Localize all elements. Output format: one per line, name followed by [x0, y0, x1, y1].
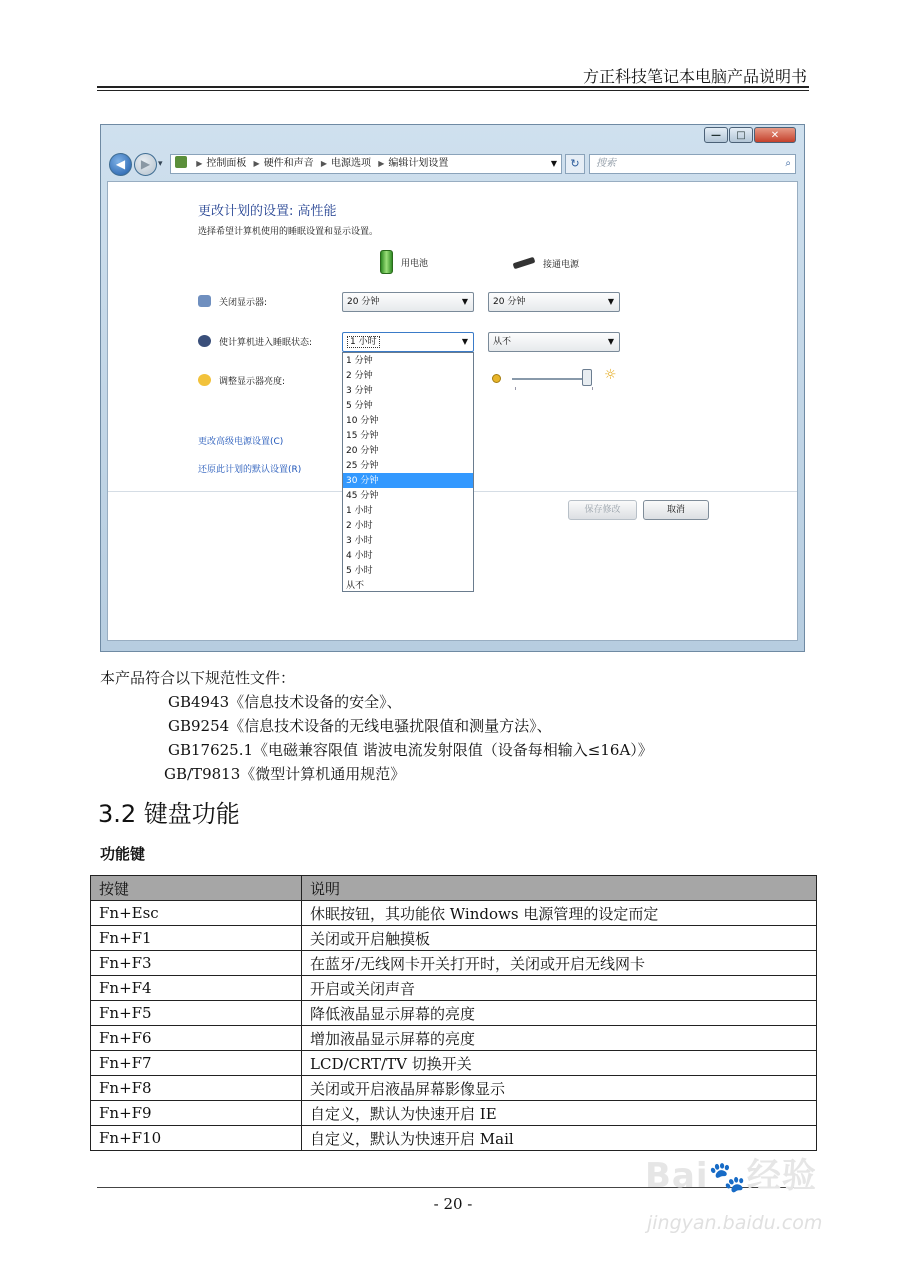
- moon-icon: [198, 335, 211, 347]
- slider-track[interactable]: [512, 378, 590, 380]
- chevron-down-icon: ▼: [461, 337, 468, 346]
- table-row: [91, 901, 817, 926]
- display-off-plugged-select[interactable]: 20 分钟 ▼: [488, 292, 620, 312]
- address-dropdown-icon[interactable]: ▼: [550, 159, 557, 168]
- sleep-plugged-select[interactable]: 从不 ▼: [488, 332, 620, 352]
- breadcrumb-power-options[interactable]: 电源选项: [331, 158, 372, 169]
- control-panel-icon: [175, 156, 187, 168]
- header-rule: [97, 86, 809, 88]
- navigation-bar: [107, 153, 798, 177]
- dropdown-option[interactable]: 2 分钟: [346, 371, 373, 381]
- search-input[interactable]: 搜索 ⌕: [589, 154, 796, 174]
- compliance-intro: 本产品符合以下规范性文件：: [100, 669, 296, 687]
- display-off-battery-select[interactable]: 20 分钟 ▼: [342, 292, 474, 312]
- table-row: [91, 926, 817, 951]
- power-plan-panel: [107, 181, 798, 641]
- cancel-button[interactable]: 取消: [643, 500, 709, 520]
- plan-subheading: 选择希望计算机使用的睡眠设置和显示设置。: [198, 227, 379, 237]
- breadcrumb-control-panel[interactable]: 控制面板: [206, 158, 247, 169]
- description-cell: 降低液晶显示屏幕的亮度: [302, 1001, 817, 1026]
- page-header: [97, 62, 809, 90]
- dropdown-option[interactable]: 15 分钟: [346, 431, 379, 441]
- description-cell: 自定义，默认为快速开启 IE: [302, 1101, 817, 1126]
- column-header-description: 说明: [302, 876, 817, 901]
- dropdown-option[interactable]: 25 分钟: [346, 461, 379, 471]
- compliance-item: GB/T9813《微型计算机通用规范》: [164, 765, 406, 783]
- table-row: [91, 1076, 817, 1101]
- key-cell: Fn+F9: [91, 1101, 302, 1126]
- dim-sun-icon: [492, 374, 501, 383]
- forward-arrow-icon[interactable]: ▶: [134, 153, 157, 176]
- breadcrumb-hardware-sound[interactable]: 硬件和声音: [263, 158, 314, 169]
- dropdown-option[interactable]: 30 分钟: [343, 473, 473, 488]
- key-cell: Fn+F8: [91, 1076, 302, 1101]
- chevron-down-icon: ▼: [607, 337, 614, 346]
- plugged-column-header: 接通电源: [513, 257, 579, 270]
- slider-tick: [515, 387, 516, 390]
- description-cell: 关闭或开启液晶屏幕影像显示: [302, 1076, 817, 1101]
- search-icon[interactable]: ⌕: [785, 158, 791, 169]
- power-plug-icon: [513, 257, 536, 270]
- maximize-button[interactable]: □: [729, 127, 753, 143]
- dropdown-option[interactable]: 从不: [346, 581, 365, 591]
- dropdown-option[interactable]: 4 小时: [346, 551, 373, 561]
- section-subheading: 功能键: [100, 845, 146, 863]
- description-cell: 增加液晶显示屏幕的亮度: [302, 1026, 817, 1051]
- description-cell: 开启或关闭声音: [302, 976, 817, 1001]
- table-row: [91, 1101, 817, 1126]
- sleep-label: 使计算机进入睡眠状态:: [198, 335, 312, 348]
- baidu-watermark-logo: Bai🐾经验: [645, 1156, 817, 1196]
- section-heading: 3.2 键盘功能: [98, 800, 240, 828]
- window-controls: [703, 127, 796, 144]
- sun-icon: [198, 374, 211, 386]
- chevron-down-icon: ▼: [607, 297, 614, 306]
- dropdown-option[interactable]: 5 小时: [346, 566, 373, 576]
- bright-sun-icon: ☼: [604, 367, 617, 383]
- refresh-icon[interactable]: ↻: [565, 154, 585, 174]
- chevron-down-icon: ▼: [461, 297, 468, 306]
- sleep-battery-select[interactable]: 1 小时 ▼: [342, 332, 474, 352]
- restore-defaults-link[interactable]: 还原此计划的默认设置(R): [198, 465, 302, 475]
- description-cell: 自定义，默认为快速开启 Mail: [302, 1126, 817, 1151]
- table-row: [91, 1026, 817, 1051]
- sleep-options-dropdown[interactable]: [342, 352, 474, 592]
- brightness-label: 调整显示器亮度:: [198, 374, 285, 387]
- dropdown-option[interactable]: 45 分钟: [346, 491, 379, 501]
- dropdown-option[interactable]: 1 分钟: [346, 356, 373, 366]
- table-row: [91, 976, 817, 1001]
- dropdown-option[interactable]: 10 分钟: [346, 416, 379, 426]
- table-row: [91, 1051, 817, 1076]
- description-cell: LCD/CRT/TV 切换开关: [302, 1051, 817, 1076]
- key-cell: Fn+F1: [91, 926, 302, 951]
- slider-tick: [592, 387, 593, 390]
- save-changes-button[interactable]: 保存修改: [568, 500, 637, 520]
- minimize-button[interactable]: —: [704, 127, 728, 143]
- history-dropdown-icon[interactable]: ▾: [158, 159, 163, 169]
- header-rule-thin: [97, 90, 809, 91]
- column-header-key: 按键: [91, 876, 302, 901]
- key-cell: Fn+F10: [91, 1126, 302, 1151]
- close-button[interactable]: ✕: [754, 127, 796, 143]
- key-cell: Fn+F7: [91, 1051, 302, 1076]
- battery-icon: [380, 250, 393, 274]
- screenshot-window: [100, 124, 805, 652]
- compliance-item: GB4943《信息技术设备的安全》、: [168, 693, 402, 711]
- dropdown-option[interactable]: 3 小时: [346, 536, 373, 546]
- breadcrumb-edit-plan[interactable]: 编辑计划设置: [388, 158, 449, 169]
- dropdown-option[interactable]: 2 小时: [346, 521, 373, 531]
- page-number: - 20 -: [433, 1195, 473, 1213]
- monitor-icon: [198, 295, 211, 307]
- dropdown-option[interactable]: 5 分钟: [346, 401, 373, 411]
- table-row: [91, 1126, 817, 1151]
- header-title: 方正科技笔记本电脑产品说明书: [582, 67, 807, 86]
- dropdown-option[interactable]: 20 分钟: [346, 446, 379, 456]
- address-bar[interactable]: ▶ 控制面板 ▶ 硬件和声音 ▶ 电源选项 ▶ 编辑计划设置 ▼: [170, 154, 562, 174]
- table-header-row: [91, 876, 817, 901]
- display-off-label: 关闭显示器:: [198, 295, 267, 308]
- back-arrow-icon[interactable]: ◀: [109, 153, 132, 176]
- compliance-item: GB17625.1《电磁兼容限值 谐波电流发射限值（设备每相输入≤16A）》: [168, 741, 653, 759]
- key-cell: Fn+Esc: [91, 901, 302, 926]
- advanced-settings-link[interactable]: 更改高级电源设置(C): [198, 437, 284, 447]
- table-row: [91, 1001, 817, 1026]
- key-cell: Fn+F3: [91, 951, 302, 976]
- key-cell: Fn+F6: [91, 1026, 302, 1051]
- dropdown-option[interactable]: 1 小时: [346, 506, 373, 516]
- table-row: [91, 951, 817, 976]
- description-cell: 休眠按钮，其功能依 Windows 电源管理的设定而定: [302, 901, 817, 926]
- description-cell: 在蓝牙/无线网卡开关打开时，关闭或开启无线网卡: [302, 951, 817, 976]
- plan-heading: 更改计划的设置: 高性能: [198, 204, 337, 219]
- watermark-url: jingyan.baidu.com: [647, 1212, 823, 1234]
- description-cell: 关闭或开启触摸板: [302, 926, 817, 951]
- key-cell: Fn+F4: [91, 976, 302, 1001]
- slider-thumb[interactable]: [582, 369, 592, 386]
- key-cell: Fn+F5: [91, 1001, 302, 1026]
- function-key-table: [90, 875, 817, 1151]
- dropdown-option[interactable]: 3 分钟: [346, 386, 373, 396]
- battery-column-header: 用电池: [380, 250, 428, 274]
- compliance-item: GB9254《信息技术设备的无线电骚扰限值和测量方法》、: [168, 717, 552, 735]
